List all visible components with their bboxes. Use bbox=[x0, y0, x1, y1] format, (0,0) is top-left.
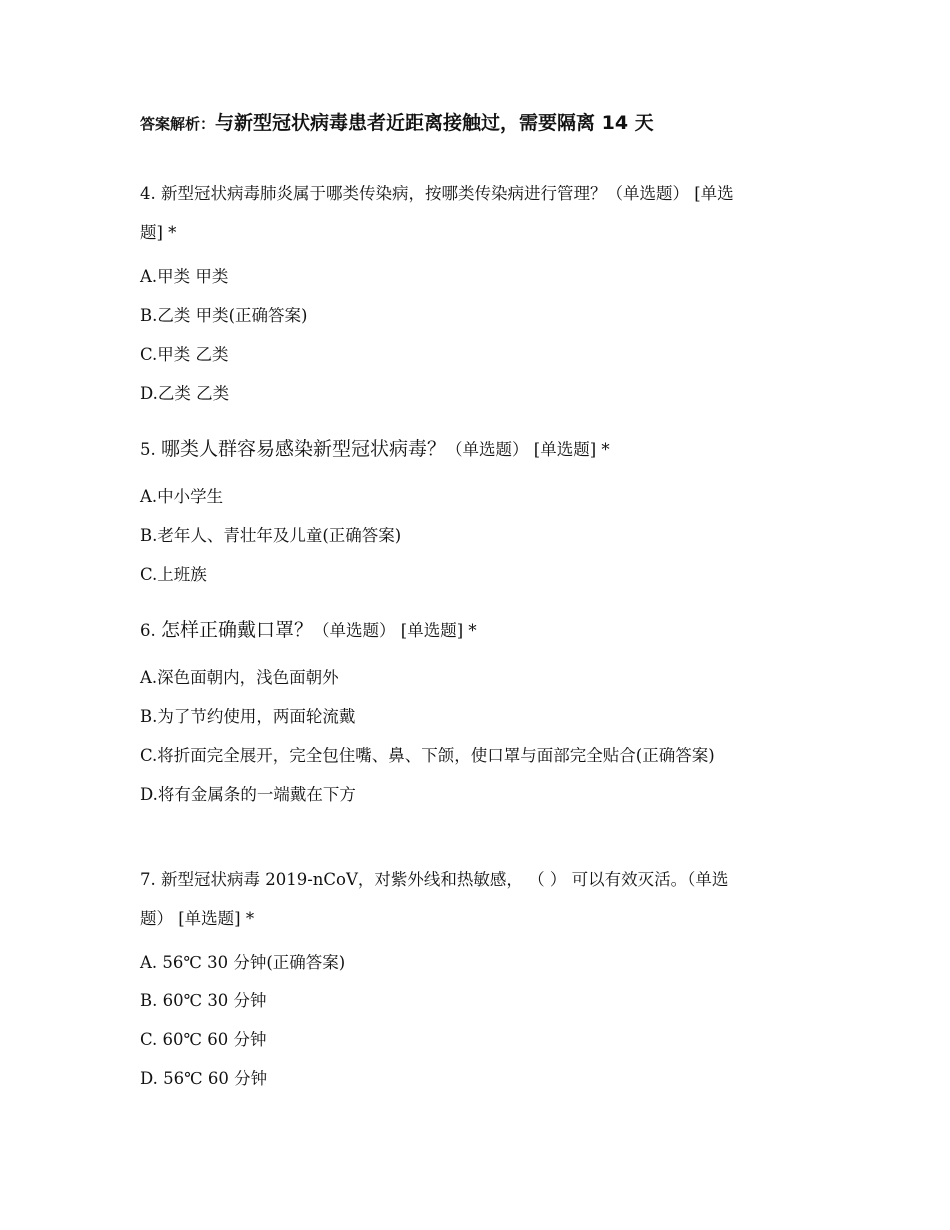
question-6-option-c: C.将折面完全展开，完全包住嘴、鼻、下颌，使口罩与面部完全贴合(正确答案) bbox=[140, 746, 715, 765]
question-4-option-d: D.乙类 乙类 bbox=[140, 384, 230, 403]
question-5-option-a: A.中小学生 bbox=[140, 487, 224, 506]
question-7-option-c: C. 60℃ 60 分钟 bbox=[140, 1030, 267, 1049]
question-6-text: 怎样正确戴口罩？ bbox=[161, 619, 314, 641]
question-5-type: （单选题） [单选题] * bbox=[446, 440, 610, 459]
question-6-option-b: B.为了节约使用，两面轮流戴 bbox=[140, 707, 356, 726]
question-7-title: 7. 新型冠状病毒 2019-nCoV，对紫外线和热敏感， （ ） 可以有效灭活。（单选 bbox=[140, 870, 729, 889]
question-6-option-a: A.深色面朝内，浅色面朝外 bbox=[140, 668, 339, 687]
question-7-option-b: B. 60℃ 30 分钟 bbox=[140, 991, 267, 1010]
question-7-option-d: D. 56℃ 60 分钟 bbox=[140, 1069, 268, 1088]
question-6-option-d: D.将有金属条的一端戴在下方 bbox=[140, 785, 356, 804]
question-4-title: 4. 新型冠状病毒肺炎属于哪类传染病，按哪类传染病进行管理？（单选题） [单选 bbox=[140, 184, 734, 203]
question-5-option-c: C.上班族 bbox=[140, 565, 207, 584]
question-7-title-cont: 题） [单选题] * bbox=[140, 909, 255, 928]
answer-explanation bbox=[140, 112, 654, 135]
question-7-option-a: A. 56℃ 30 分钟(正确答案) bbox=[140, 953, 346, 972]
explanation-text: 与新型冠状病毒患者近距离接触过，需要隔离 14 天 bbox=[215, 112, 654, 134]
question-6-title bbox=[140, 619, 477, 642]
question-4-option-b: B.乙类 甲类(正确答案) bbox=[140, 306, 308, 325]
question-6-type: （单选题） [单选题] * bbox=[313, 621, 477, 640]
question-4-option-a: A.甲类 甲类 bbox=[140, 267, 229, 286]
question-5-number: 5. bbox=[140, 440, 161, 459]
question-5-title bbox=[140, 438, 610, 461]
question-5-text: 哪类人群容易感染新型冠状病毒？ bbox=[161, 438, 447, 460]
question-4-option-c: C.甲类 乙类 bbox=[140, 345, 229, 364]
question-5-option-b: B.老年人、青壮年及儿童(正确答案) bbox=[140, 526, 402, 545]
question-6-number: 6. bbox=[140, 621, 161, 640]
explanation-label: 答案解析： bbox=[140, 115, 216, 133]
question-4-title-cont: 题] * bbox=[140, 223, 177, 242]
